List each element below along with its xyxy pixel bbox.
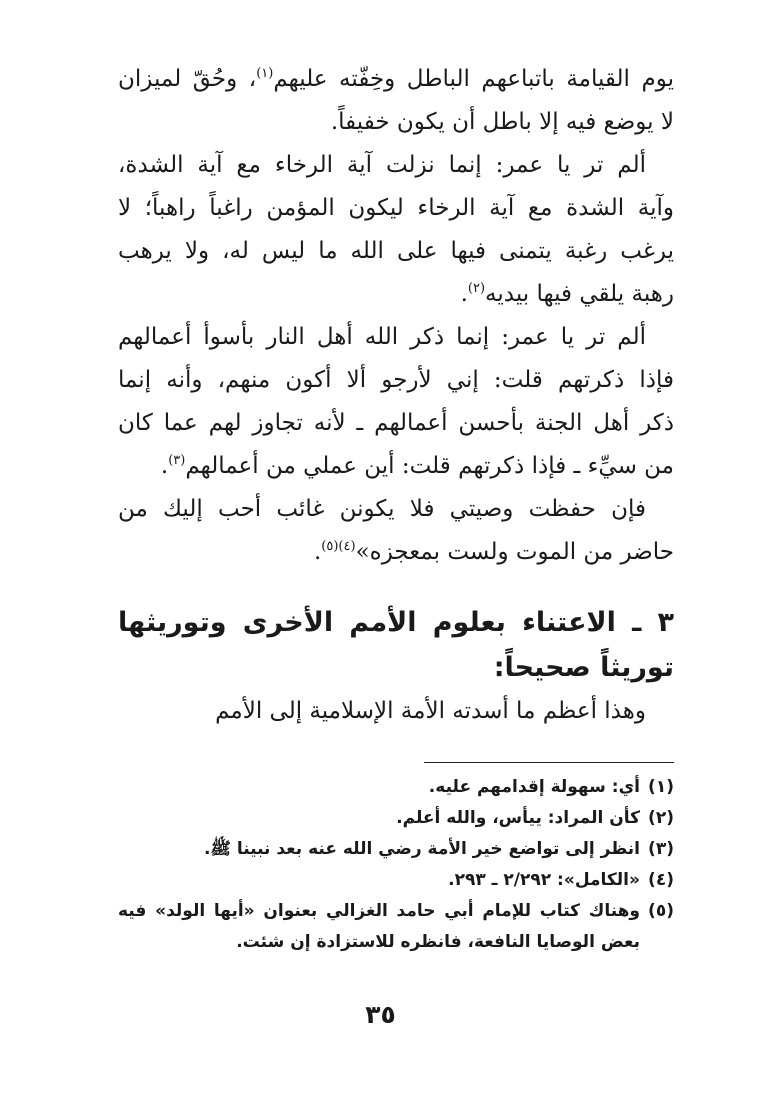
footnote-ref[interactable]: (٣) <box>168 453 186 468</box>
footnote-item <box>118 865 674 896</box>
footnote-ref[interactable]: (١) <box>256 66 274 81</box>
footnotes <box>118 772 674 958</box>
text-line <box>118 445 674 488</box>
footnote-text <box>118 803 640 834</box>
text-segment: يوم القيامة باتباعهم الباطل وخِفّته عليهم <box>273 66 674 92</box>
footnote-ref[interactable]: (٤)(٥) <box>321 539 356 554</box>
footnote-line: أي: سهولة إقدامهم عليه. <box>428 777 640 797</box>
section-heading <box>118 600 674 690</box>
section-text <box>118 690 674 733</box>
text-segment: ، وحُقّ لميزان <box>118 66 257 92</box>
footnote-divider <box>424 762 674 763</box>
footnote-text <box>118 865 640 896</box>
text-segment: . <box>313 539 322 565</box>
main-text <box>118 58 674 574</box>
text-line: وهذا أعظم ما أسدته الأمة الإسلامية إلى الأمم <box>215 698 646 724</box>
text-line: ألم تر يا عمر: إنما نزلت آية الرخاء مع آية الشدة، <box>118 152 646 178</box>
footnote-line: بعض الوصايا النافعة، فانظره للاستزادة إن شئت. <box>236 932 640 952</box>
footnote-text <box>118 834 640 865</box>
text-line: فإن حفظت وصيتي فلا يكونن غائب أحب إليك من <box>118 496 646 522</box>
text-line: ذكر أهل الجنة بأحسن أعمالهم ـ لأنه تجاوز لهم عما كان <box>118 410 674 436</box>
footnote-item <box>118 896 674 958</box>
footnote-number: (٤) <box>648 870 674 890</box>
heading-line: توريثاً صحيحاً: <box>493 652 674 683</box>
text-segment: من سيِّء ـ فإذا ذكرتهم قلت: أين عملي من أعمالهم <box>185 453 674 479</box>
text-line <box>118 273 674 316</box>
footnote-ref[interactable]: (٢) <box>467 281 486 296</box>
footnote-item <box>118 834 674 865</box>
footnote-item <box>118 803 674 834</box>
text-line <box>118 531 674 574</box>
footnote-text <box>118 896 640 958</box>
heading-line: ٣ ـ الاعتناء بعلوم الأمم الأخرى وتوريثها <box>118 607 674 638</box>
text-segment: رهبة يلقي فيها بيديه <box>485 281 674 307</box>
footnote-line: «الكامل»: ٢/٢٩٢ ـ ٢٩٣. <box>448 870 640 890</box>
text-line: فإذا ذكرتهم قلت: إني لأرجو ألا أكون منهم، وأنه إنما <box>118 367 674 393</box>
footnote-line: وهناك كتاب للإمام أبي حامد الغزالي بعنوان «أيها الولد» فيه <box>118 901 640 921</box>
footnote-item <box>118 772 674 803</box>
text-line: يرغب رغبة يتمنى فيها على الله ما ليس له، ولا يرهب <box>118 238 674 264</box>
footnote-line: كأن المراد: ييأس، والله أعلم. <box>396 808 640 828</box>
footnote-number: (٣) <box>648 839 674 859</box>
text-line: وآية الشدة مع آية الرخاء ليكون المؤمن راغباً راهباً؛ لا <box>118 195 674 221</box>
text-line <box>118 58 674 101</box>
footnote-text <box>118 772 640 803</box>
text-line: ألم تر يا عمر: إنما ذكر الله أهل النار بأسوأ أعمالهم <box>118 324 646 350</box>
page-number: ٣٥ <box>365 1000 396 1029</box>
text-segment: حاضر من الموت ولست بمعجزه» <box>355 539 674 565</box>
footnote-number: (٥) <box>648 901 674 921</box>
text-line: لا يوضع فيه إلا باطل أن يكون خفيفاً. <box>330 109 674 135</box>
footnote-number: (٢) <box>648 808 674 828</box>
text-segment: . <box>160 453 169 479</box>
footnote-number: (١) <box>648 777 674 797</box>
footnote-line: انظر إلى تواضع خير الأمة رضي الله عنه بعد نبينا ﷺ. <box>203 839 640 859</box>
text-segment: . <box>460 281 468 307</box>
